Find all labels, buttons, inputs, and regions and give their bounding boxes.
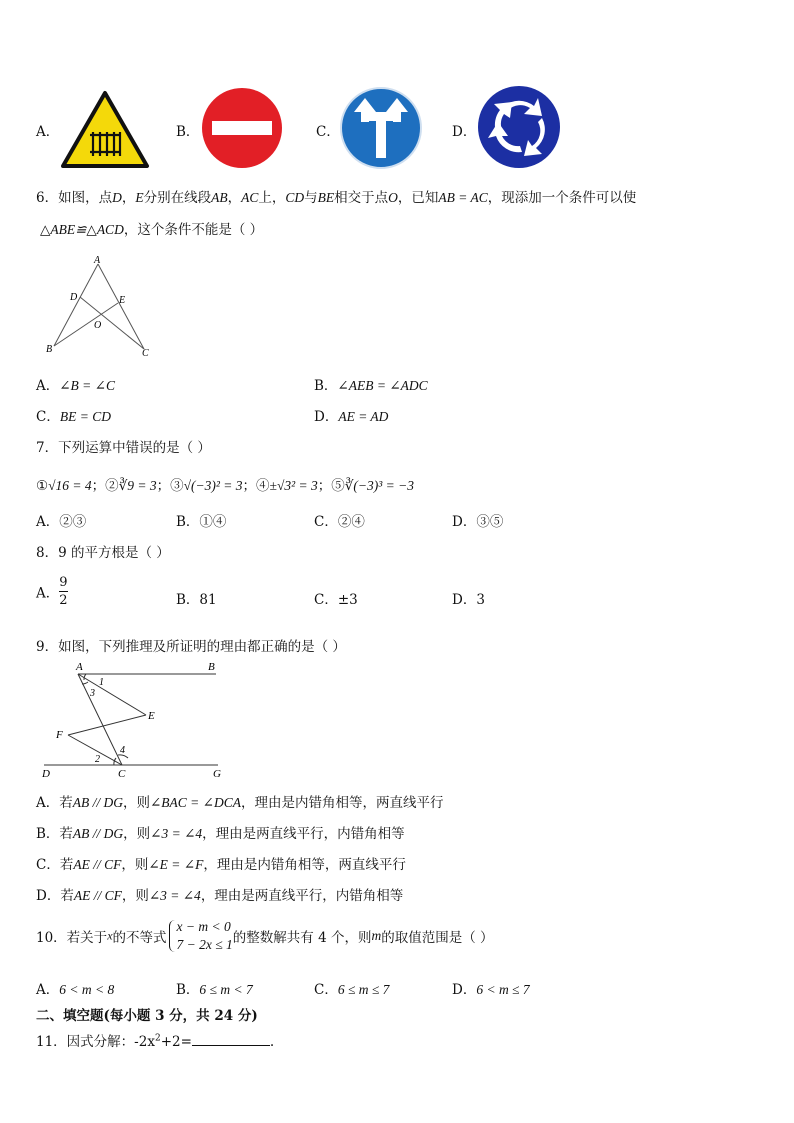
q9-stem: 9．如图，下列推理及所证明的理由都正确的是（ ） [36, 639, 346, 655]
q10-option-a: A．6 < m < 8 [36, 982, 115, 998]
q9-option-a: A．若AB // DG，则∠BAC = ∠DCA，理由是内错角相等，两直线平行 [36, 795, 444, 811]
q6-label-b: B [46, 344, 53, 355]
q6-label-e: E [119, 295, 126, 306]
q10-inequality-system: x − m < 0 7 − 2x ≤ 1 [167, 918, 233, 954]
q8-option-d: D．3 [452, 592, 485, 608]
q9-label-e: E [148, 710, 155, 722]
q8-option-a: A． $\frac{9}{2}$ [36, 575, 68, 608]
q10-option-d: D．6 < m ≤ 7 [452, 982, 530, 998]
no-entry-sign-icon [200, 86, 284, 170]
q11-answer-blank[interactable] [192, 1033, 270, 1046]
q5-option-d-key: D． [452, 124, 477, 140]
q5-option-a-key: A． [36, 124, 60, 140]
q8-stem: 8．9 的平方根是（ ） [36, 545, 170, 561]
q6-label-d: D [70, 292, 78, 303]
q9-parallel-lines-figure [38, 658, 230, 780]
q8-option-b: B．81 [176, 592, 217, 608]
q9-label-f: F [56, 729, 63, 741]
q6-label-o: O [94, 320, 102, 331]
q6-label-a: A [94, 255, 101, 266]
q11-stem: 11．因式分解：$-2x^2+2=$ . [36, 1033, 275, 1050]
q9-option-d: D．若AE // CF，则∠3 = ∠4，理由是两直线平行，内错角相等 [36, 888, 404, 904]
warning-railway-crossing-sign-icon [60, 90, 150, 170]
q9-label-d: D [42, 768, 50, 780]
q6-option-d: D．AE = AD [314, 409, 389, 425]
q7-option-c: C．②④ [314, 514, 365, 530]
q6-option-a: A．∠B = ∠C [36, 378, 115, 394]
q6-stem-line1: 6．如图，点D，E分别在线段AB，AC上，CD与BE相交于点O，已知AB = AC，现添加一个条件可以使 [36, 190, 637, 206]
q6-option-c: C．BE = CD [36, 409, 111, 425]
q9-option-b: B．若AB // DG，则∠3 = ∠4，理由是两直线平行，内错角相等 [36, 826, 405, 842]
q7-option-b: B．①④ [176, 514, 227, 530]
go-straight-or-left-right-sign-icon [339, 86, 423, 170]
q8-option-c: C．±3 [314, 592, 358, 608]
q6-triangle-figure [40, 252, 160, 362]
q6-stem-line2: △ABE≌△ACD，这个条件不能是（ ） [40, 222, 264, 238]
q9-label-c: C [118, 768, 126, 780]
q6-label-c: C [142, 348, 149, 359]
q5-option-b-key: B． [176, 124, 200, 140]
q7-items: ①√16 = 4；②∛9 = 3；③√(−3)² = 3；④±√3² = 3；⑤∛(−3)³ = −3 [36, 478, 414, 494]
q9-option-c: C．若AE // CF，则∠E = ∠F，理由是内错角相等，两直线平行 [36, 857, 406, 873]
q10-option-c: C．6 ≤ m ≤ 7 [314, 982, 390, 998]
q9-label-2: 2 [95, 754, 100, 765]
section2-title: 二、填空题(每小题 3 分，共 24 分) [36, 1008, 258, 1024]
q9-label-b: B [208, 661, 215, 673]
q9-label-4: 4 [120, 745, 125, 756]
q7-stem: 7．下列运算中错误的是（ ） [36, 440, 211, 456]
q6-option-b: B．∠AEB = ∠ADC [314, 378, 428, 394]
q9-label-1: 1 [99, 677, 104, 688]
q9-label-a: A [76, 661, 83, 673]
q9-label-3: 3 [90, 688, 95, 699]
q7-option-a: A．②③ [36, 514, 87, 530]
q7-option-d: D．③⑤ [452, 514, 504, 530]
q9-label-g: G [213, 768, 221, 780]
q5-option-c-key: C． [316, 124, 340, 140]
q10-stem: 10．若关于x的不等式 x − m < 0 7 − 2x ≤ 1 的整数解共有 4 个，则m的取值范围是（ ） [36, 919, 494, 952]
roundabout-sign-icon [476, 84, 562, 170]
q10-option-b: B．6 ≤ m < 7 [176, 982, 253, 998]
